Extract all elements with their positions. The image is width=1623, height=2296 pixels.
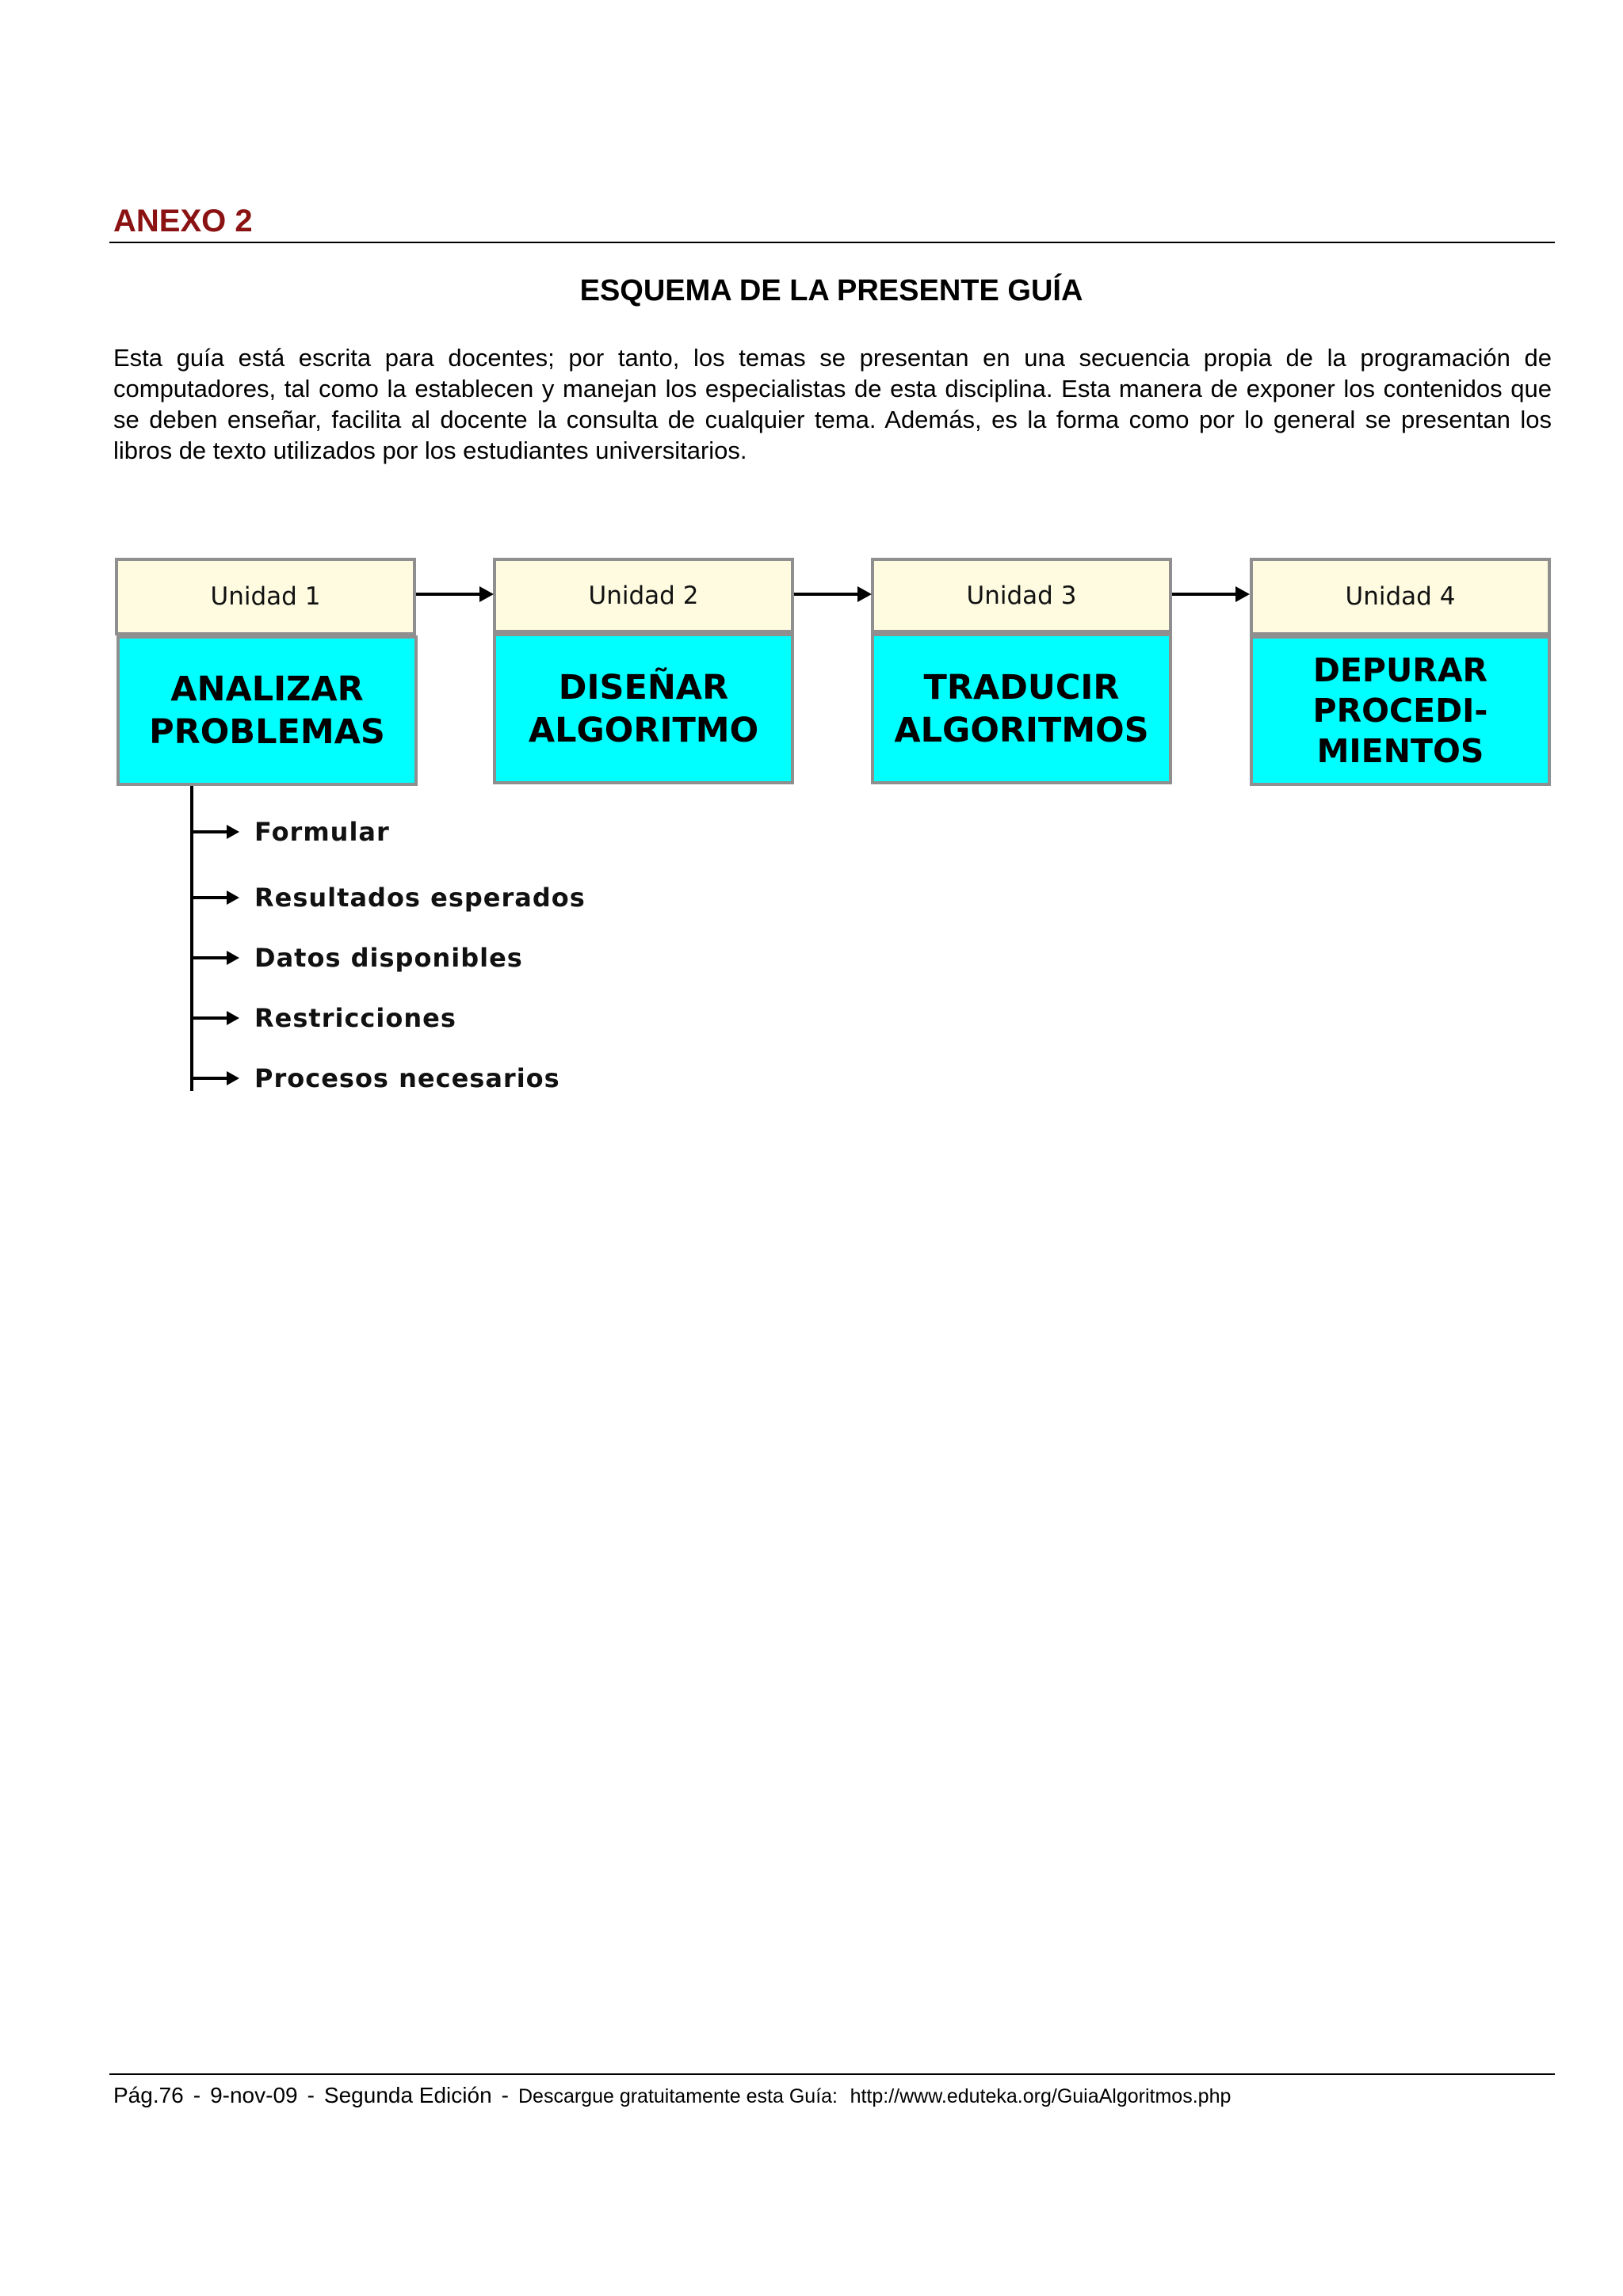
footer-rule	[109, 2073, 1555, 2075]
arrow-unit1-to-unit2	[416, 582, 495, 606]
footer-page-number: Pág.76	[113, 2083, 184, 2107]
unit-1-header: Unidad 1	[115, 558, 416, 635]
step-formular: Formular	[254, 817, 390, 847]
unit-1-title: ANALIZAR PROBLEMAS	[116, 635, 418, 786]
step-datos-disponibles: Datos disponibles	[254, 943, 523, 973]
arrow-unit3-to-unit4	[1172, 582, 1251, 606]
unit-3-header: Unidad 3	[871, 558, 1172, 633]
arrow-unit2-to-unit3	[794, 582, 873, 606]
annex-heading: ANEXO 2	[113, 204, 253, 238]
footer-url-link[interactable]: http://www.eduteka.org/GuiaAlgoritmos.php	[850, 2085, 1232, 2107]
footer-edition: Segunda Edición	[323, 2083, 492, 2107]
unit-3-title: TRADUCIR ALGORITMOS	[871, 633, 1172, 784]
section-title: ESQUEMA DE LA PRESENTE GUÍA	[579, 274, 1083, 307]
intro-paragraph: Esta guía está escrita para docentes; por tanto, los temas se presentan en una secuencia propia de la programación de computadores, tal como la establecen y manejan los especialistas de esta disciplina. Esta manera de exponer los contenidos que se deben enseñar, facilita al docente la consulta de cualquier tema. Además, es la forma como por lo general se presentan los libros de texto utilizados por los estudiantes universitarios.	[113, 344, 1552, 464]
step-resultados-esperados: Resultados esperados	[254, 883, 586, 913]
footer-download-text: Descargue gratuitamente esta Guía:	[517, 2085, 838, 2107]
page-footer: Pág.76 - 9-nov-09 - Segunda Edición - Descargue gratuitamente esta Guía: http://www.eduteka.org/GuiaAlgoritmos.php	[113, 2083, 1232, 2107]
unit-1-step-tree	[182, 786, 246, 1095]
unit-2-header: Unidad 2	[493, 558, 794, 633]
unit-4-header: Unidad 4	[1250, 558, 1551, 635]
unit-4-title: DEPURAR PROCEDI- MIENTOS	[1250, 635, 1551, 786]
step-procesos-necesarios: Procesos necesarios	[254, 1063, 560, 1093]
step-restricciones: Restricciones	[254, 1003, 456, 1033]
unit-2-title: DISEÑAR ALGORITMO	[493, 633, 794, 784]
footer-date: 9-nov-09	[210, 2083, 298, 2107]
